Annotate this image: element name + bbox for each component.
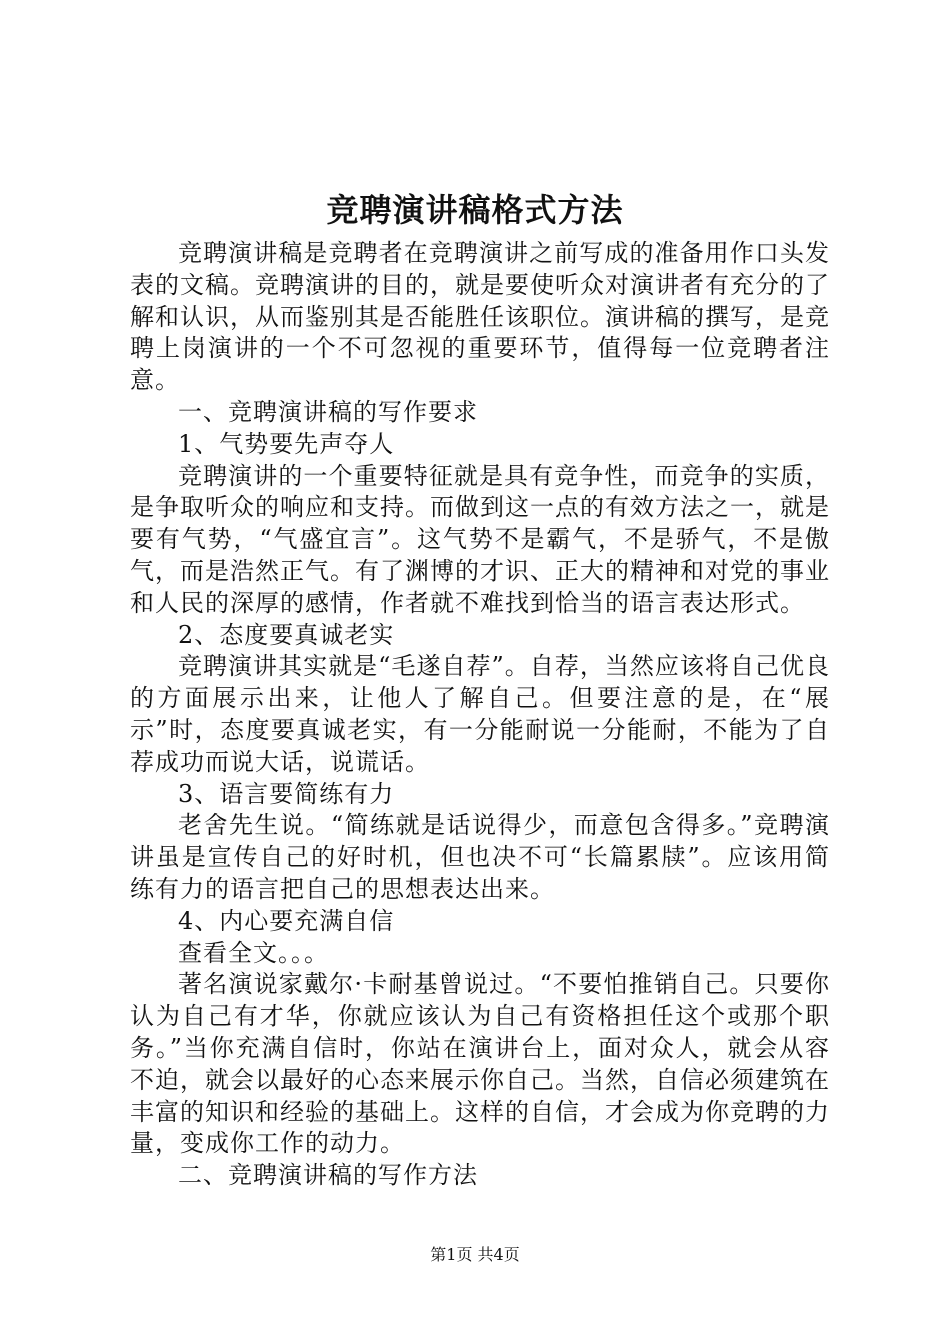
subheading-confidence: 4、内心要充满自信 <box>178 906 395 935</box>
section-heading-methods: 二、竞聘演讲稿的写作方法 <box>178 1161 478 1190</box>
subheading-momentum: 1、气势要先声夺人 <box>178 429 395 458</box>
intro-paragraph: 竞聘演讲稿是竞聘者在竞聘演讲之前写成的准备用作口头发表的文稿。竞聘演讲的目的，就是要使听众对演讲者有充分的了解和认识，从而鉴别其是否能胜任该职位。演讲稿的撰写，是竞聘上岗演讲的一个不可忽视的重要环节，值得每一位竞聘者注意。 <box>130 239 830 395</box>
document-title: 竞聘演讲稿格式方法 <box>326 191 624 229</box>
document-body <box>130 238 830 1192</box>
paragraph-momentum: 竞聘演讲的一个重要特征就是具有竞争性，而竞争的实质，是争取听众的响应和支持。而做到这一点的有效方法之一，就是要有气势，“气盛宜言”。这气势不是霸气，不是骄气，不是傲气，而是浩然正气。有了渊博的才识、正大的精神和对党的事业和人民的深厚的感情，作者就不难找到恰当的语言表达形式。 <box>130 461 830 617</box>
paragraph-concise-language: 老舍先生说。“简练就是话说得少，而意包含得多。”竞聘演讲虽是宣传自己的好时机，但也决不可“长篇累牍”。应该用简练有力的语言把自己的思想表达出来。 <box>130 811 830 903</box>
subheading-sincerity: 2、态度要真诚老实 <box>178 620 395 649</box>
paragraph-sincerity: 竞聘演讲其实就是“毛遂自荐”。自荐，当然应该将自己优良的方面展示出来，让他人了解自己。但要注意的是，在“展示”时，态度要真诚老实，有一分能耐说一分能耐，不能为了自荐成功而说大话，说谎话。 <box>130 652 830 776</box>
view-full-text: 查看全文。。。 <box>178 938 329 967</box>
paragraph-confidence: 著名演说家戴尔·卡耐基曾说过。“不要怕推销自己。只要你认为自己有才华，你就应该认为自己有资格担任这个或那个职务。”当你充满自信时，你站在演讲台上，面对众人，就会从容不迫，就会以最好的心态来展示你自己。当然，自信必须建筑在丰富的知识和经验的基础上。这样的自信，才会成为你竞聘的力量，变成你工作的动力。 <box>130 970 830 1158</box>
page-number-footer: 第1页 共4页 <box>430 1245 520 1264</box>
section-heading-requirements: 一、竞聘演讲稿的写作要求 <box>178 397 478 426</box>
subheading-concise-language: 3、语言要简练有力 <box>178 779 395 808</box>
